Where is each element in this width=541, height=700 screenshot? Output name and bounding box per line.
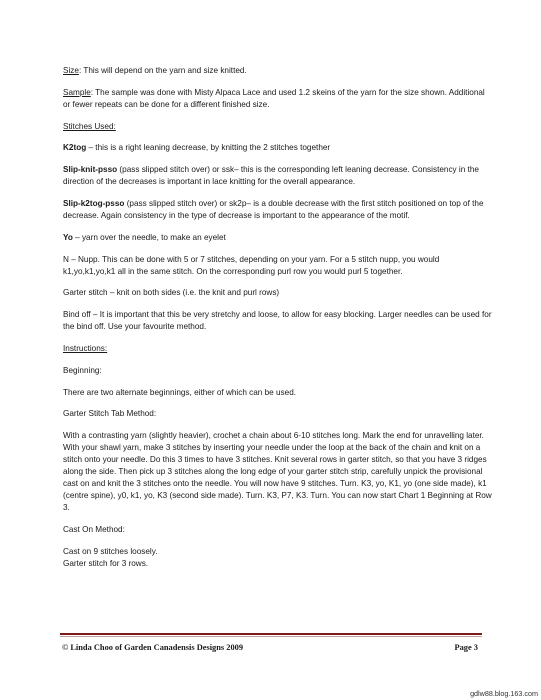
footer-page-number: Page 3 [454,643,478,652]
footer-copyright: © Linda Choo of Garden Canadensis Designs 2009 [62,643,244,652]
skp-paragraph [63,164,493,188]
yo-text: – yarn over the needle, to make an eyelet [72,232,226,242]
size-text: : This will depend on the yarn and size knitted. [78,66,247,75]
k2tog-paragraph [63,142,493,154]
instructions-heading: Instructions: [63,343,108,353]
size-label: Size [63,66,79,75]
garter-tab-heading: Garter Stitch Tab Method: [63,409,157,419]
sk2p-paragraph [63,198,493,222]
nupp-paragraph: N – Nupp. This can be done with 5 or 7 stitches, depending on your yarn. For a 5 stitch nupp, you would k1,yo,k1,yo,k1 all in the same stitch. On the corresponding purl row you would purl 5 together. [63,254,440,276]
caston-line-2: Garter stitch for 3 rows. [63,558,149,568]
garter-paragraph: Garter stitch – knit on both sides (i.e. the knit and purl rows) [63,288,280,298]
skp-text: (pass slipped stitch over) or ssk– this is the corresponding left leaning decrease. Consistency in the direction of the decreases is important in lace knitting for the overall appearance. [63,165,479,187]
sample-label: Sample [63,87,91,97]
stitches-heading: Stitches Used: [63,121,116,131]
bindoff-paragraph: Bind off – It is important that this be very stretchy and loose, to allow for easy blocking. Larger needles can be used for the bind off. Use your favourite method. [63,310,492,332]
caston-heading: Cast On Method: [63,524,125,534]
yo-paragraph [63,232,493,244]
beginning-text: There are two alternate beginnings, either of which can be used. [63,387,297,397]
sample-paragraph [63,87,493,111]
skp-term: Slip-knit-psso [63,165,118,175]
k2tog-term: K2tog [63,143,87,153]
caston-line-1: Cast on 9 stitches loosely. [63,546,158,556]
k2tog-text: – this is a right leaning decrease, by knitting the 2 stitches together [86,143,331,153]
yo-term: Yo [63,232,73,242]
watermark-text: gdlw88.blog.163.com [470,689,538,698]
caston-lines [63,546,493,570]
garter-tab-text: With a contrasting yarn (slightly heavier), crochet a chain about 6-10 stitches long. Mark the end for unravelling later. With your shawl yarn, make 3 stitches by inserting your needle under the loop at the back of the chain and knit on a stitch onto your needle. Do this 3 times to have 3 stitches. Knit several rows in garter stitch, so that you have 3 ridges along the side. Then pick up 3 stitches along the long edge of your garter stitch strip, carefully unpick the provisional cast on and knit the 3 stitches onto the needle. You will now have 9 stitches. Turn. K3, yo, K1, yo (one side made), k1 (centre spine), y0, k1, yo, K3 (second side made). Turn. K3, P7, K3. Turn. You can now start Chart 1 Beginning at Row 3. [63,431,492,513]
page-content [63,65,493,580]
sample-text: : The sample was done with Misty Alpaca Lace and used 1.2 skeins of the yarn for the size shown. Additional or fewer repeats can be done for a different finished size. [63,87,485,109]
footer-rule-thin [60,636,482,637]
footer-rule [60,633,482,635]
sk2p-text: (pass slipped stitch over) or sk2p– is a double decrease with the first stitch positioned on top of the decrease. Again consistency in the type of decrease is important to the appearance of the motif. [63,198,484,220]
sk2p-term: Slip-k2tog-psso [63,198,125,208]
size-paragraph [63,65,493,77]
beginning-heading: Beginning: [63,365,102,375]
